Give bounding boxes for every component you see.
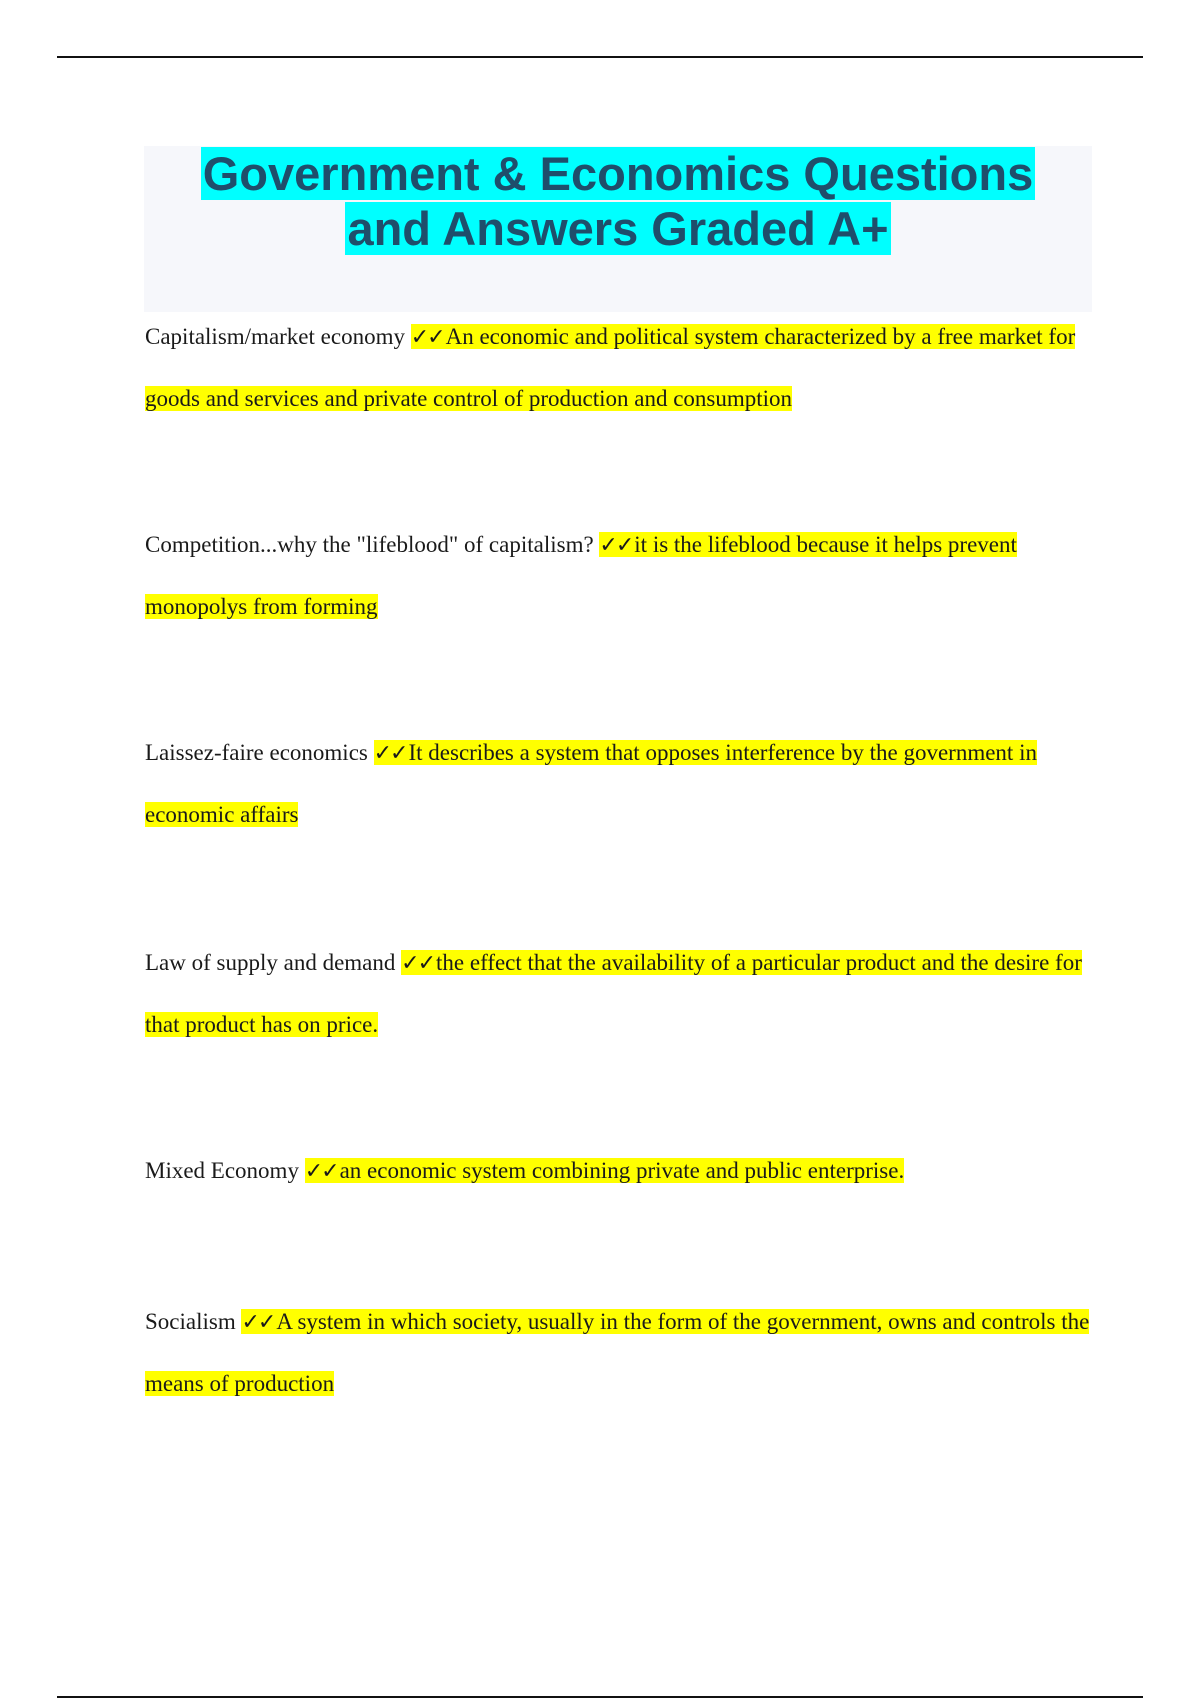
title-block — [144, 146, 1092, 312]
qa-answer-text: It describes a system that opposes interference by the government in economic affairs — [145, 740, 1037, 827]
check-mark-icon: ✓✓ — [410, 325, 444, 350]
document-title: Government & Economics Questions and Answers Graded A+ — [202, 147, 1034, 255]
qa-item-laissez-faire — [145, 722, 1090, 845]
qa-item-capitalism — [145, 306, 1090, 429]
qa-term: Capitalism/market economy — [145, 324, 405, 349]
qa-term: Laissez-faire economics — [145, 740, 368, 765]
check-mark-icon: ✓✓ — [241, 1310, 275, 1335]
check-mark-icon: ✓✓ — [373, 741, 407, 766]
qa-item-competition — [145, 514, 1090, 637]
qa-answer — [305, 1158, 905, 1183]
check-mark-icon: ✓✓ — [401, 951, 435, 976]
check-mark-icon: ✓✓ — [599, 533, 633, 558]
qa-answer — [145, 1309, 1089, 1396]
qa-item-socialism — [145, 1291, 1090, 1414]
qa-answer-text: the effect that the availability of a particular product and the desire for that product has on price. — [145, 950, 1082, 1037]
qa-answer-text: it is the lifeblood because it helps prevent monopolys from forming — [145, 532, 1017, 619]
bottom-rule — [57, 1696, 1143, 1698]
qa-answer-text: an economic system combining private and public enterprise. — [339, 1158, 905, 1183]
check-mark-icon: ✓✓ — [304, 1159, 338, 1184]
qa-answer-text: A system in which society, usually in the form of the government, owns and controls the means of production — [145, 1309, 1090, 1396]
qa-term: Competition...why the "lifeblood" of capitalism? — [145, 532, 594, 557]
qa-term: Mixed Economy — [145, 1158, 299, 1183]
top-rule — [57, 56, 1143, 58]
qa-item-mixed-economy — [145, 1140, 904, 1202]
qa-term: Law of supply and demand — [145, 950, 396, 975]
qa-item-supply-demand — [145, 932, 1090, 1055]
qa-answer-text: An economic and political system characterized by a free market for goods and services and private control of production and consumption — [145, 324, 1076, 411]
qa-term: Socialism — [145, 1309, 236, 1334]
